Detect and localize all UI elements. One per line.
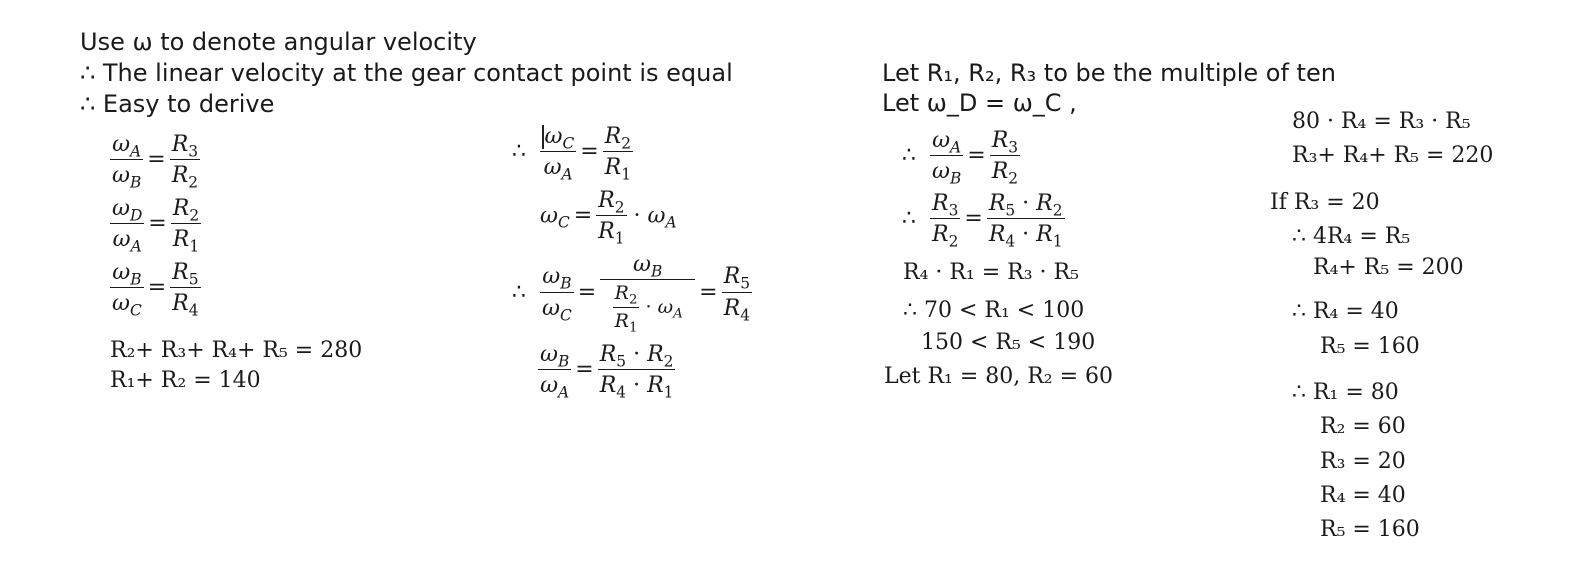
deriv-wb-wa: $\frac{\omega_B}{\omega_A}$ = $\frac{R_5 \cdot R_2}{R_4 \cdot R_1}$ bbox=[540, 342, 674, 402]
ineq-r1: ∴ 70 < R₁ < 100 bbox=[903, 298, 1085, 323]
intro-line-2: ∴ The linear velocity at the gear contact point is equal bbox=[80, 59, 733, 87]
deriv-wc: $\omega_C$ = $\frac{R_2}{R_1}$ · $\omega_A$ bbox=[540, 188, 677, 248]
final-r1: ∴ R₁ = 80 bbox=[1292, 380, 1399, 405]
if-r3: If R₃ = 20 bbox=[1270, 190, 1380, 215]
text-cursor bbox=[542, 125, 544, 149]
result-r5: R₅ = 160 bbox=[1320, 334, 1420, 359]
ratio-wd-wa: $\frac{\omega_D}{\omega_A}$ = $\frac{R_2}{R_1}$ bbox=[112, 196, 200, 256]
intro-line-1: Use ω to denote angular velocity bbox=[80, 28, 477, 56]
ineq-r5: 150 < R₅ < 190 bbox=[921, 330, 1096, 355]
ratio-r3-r2: ∴ $\frac{R_3}{R_2}$ = $\frac{R_5 \cdot R_2}{R_4 \cdot R_1}$ bbox=[902, 191, 1063, 251]
let-r1-r2: Let R₁ = 80, R₂ = 60 bbox=[884, 364, 1114, 389]
ratio-wa-wb: $\frac{\omega_A}{\omega_B}$ = $\frac{R_3}{R_2}$ bbox=[112, 132, 199, 192]
final-r5: R₅ = 160 bbox=[1320, 517, 1420, 542]
intro-line-3: ∴ Easy to derive bbox=[80, 90, 275, 118]
final-r3: R₃ = 20 bbox=[1320, 449, 1406, 474]
eq-4r4: ∴ 4R₄ = R₅ bbox=[1292, 224, 1411, 249]
eq-r4r1: R₄ · R₁ = R₃ · R₅ bbox=[903, 260, 1079, 285]
sum-radii-1: R₂+ R₃+ R₄+ R₅ = 280 bbox=[110, 338, 363, 363]
final-r4: R₄ = 40 bbox=[1320, 483, 1406, 508]
sum-radii-2: R₁+ R₂ = 140 bbox=[110, 368, 261, 393]
eq-sum-200: R₄+ R₅ = 200 bbox=[1313, 255, 1464, 280]
deriv-wb-wc: ∴ $\frac{\omega_B}{\omega_C}$ = $\omega_B$ $\frac{R_2}{R_1}$ · $\omega_A$ = $\frac{R_5}{R_4}$ bbox=[512, 252, 750, 336]
eq-80-r4: 80 · R₄ = R₃ · R₅ bbox=[1292, 109, 1471, 134]
let-omega-equal: Let ω_D = ω_C , bbox=[882, 89, 1077, 117]
eq-sum-220: R₃+ R₄+ R₅ = 220 bbox=[1292, 143, 1494, 168]
let-multiple-of-ten: Let R₁, R₂, R₃ to be the multiple of ten bbox=[882, 59, 1336, 87]
final-r2: R₂ = 60 bbox=[1320, 414, 1406, 439]
ratio-wa-wb-col3: ∴ $\frac{\omega_A}{\omega_B}$ = $\frac{R_3}{R_2}$ bbox=[902, 128, 1019, 188]
deriv-wc-wa: ∴ $\frac{\omega_C}{\omega_A}$ = $\frac{R_2}{R_1}$ bbox=[512, 124, 632, 184]
ratio-wb-wc: $\frac{\omega_B}{\omega_C}$ = $\frac{R_5}{R_4}$ bbox=[112, 260, 199, 320]
result-r4: ∴ R₄ = 40 bbox=[1292, 299, 1399, 324]
